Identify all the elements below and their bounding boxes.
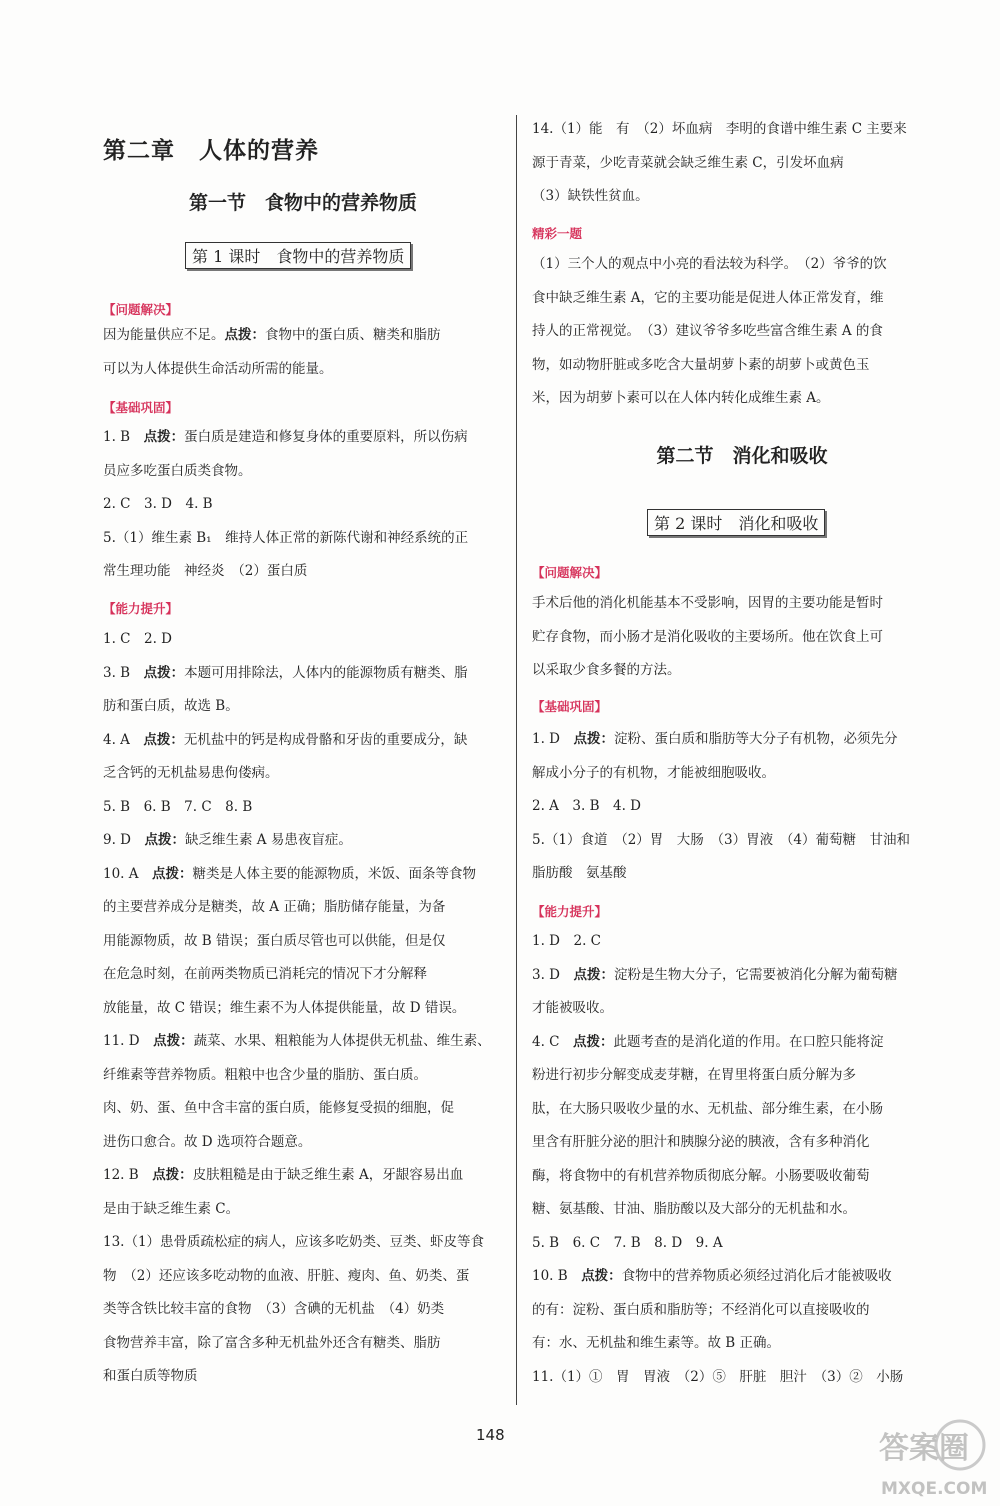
- text-line: [532, 966, 898, 983]
- line-text: 米，因为胡萝卜素可以在人体内转化成维生素 A。: [532, 390, 830, 406]
- line-text: 蛋白质是建造和修复身体的重要原料，所以伤病: [184, 429, 468, 445]
- text-line: [103, 462, 252, 479]
- line-text: 纤维素等营养物质。粗粮中也含少量的脂肪、蛋白质。: [103, 1066, 427, 1083]
- text-line: [103, 767, 279, 781]
- page-number: 148: [476, 1426, 505, 1444]
- item-number: 3. B: [103, 664, 144, 681]
- line-text: 里含有肝脏分泌的胆汁和胰腺分泌的胰液，含有多种消化: [532, 1134, 870, 1150]
- hint-label: 点拨：: [224, 327, 265, 343]
- line-text: 源于青菜，少吃青菜就会缺乏维生素 C，引发坏血病: [532, 154, 844, 171]
- line-text: 脂肪酸 氨基酸: [532, 865, 627, 881]
- line-text: 的主要营养成分是糖类，故 A 正确；脂肪储存能量，为备: [103, 899, 446, 915]
- text-line: [532, 1002, 613, 1016]
- text-line: [532, 325, 883, 339]
- text-line: [532, 1301, 870, 1318]
- line-text: 持人的正常视觉。 （3）建议爷爷多吃些富含维生素 A 的食: [532, 323, 883, 339]
- hint-label: 点拨：: [581, 1268, 622, 1284]
- item-number: 1. D: [532, 731, 574, 747]
- watermark-logo: [875, 1410, 990, 1502]
- text-line: [103, 1066, 427, 1083]
- text-line: [532, 867, 627, 881]
- text-line: [532, 1136, 870, 1150]
- text-line: [532, 154, 844, 171]
- text-line: [532, 392, 830, 406]
- line-text: 肪和蛋白质，故选 B。: [103, 698, 239, 714]
- line-text: 常生理功能 神经炎 （2）蛋白质: [103, 563, 308, 579]
- text-line: [103, 329, 441, 343]
- basic-tag: 【基础巩固】: [532, 699, 608, 714]
- line-text: （1）三个人的观点中小亮的看法较为科学。 （2）爷爷的饮: [532, 256, 887, 272]
- hint-label: 点拨：: [573, 731, 614, 747]
- text-line: [103, 1236, 484, 1250]
- line-text: 5.（1）食道 （2）胃 大肠 （3）胃液 （4）葡萄糖 甘油和: [532, 831, 910, 848]
- text-line: [103, 1102, 454, 1116]
- text-line: [532, 733, 898, 747]
- item-number: 1. B: [103, 429, 144, 445]
- line-text: 缺乏维生素 A 易患夜盲症。: [185, 832, 352, 848]
- line-text: 5. B 6. B 7. C 8. B: [103, 798, 253, 815]
- line-text: 食物营养丰富，除了富含多种无机盐外还含有糖类、脂肪: [103, 1334, 441, 1351]
- chapter-title: 第二章 人体的营养: [103, 137, 319, 164]
- text-line: [532, 628, 883, 645]
- line-text: 11.（1）① 胃 胃液 （2）⑤ 肝脏 胆汁 （3）② 小肠: [532, 1368, 904, 1385]
- line-text: 肽，在大肠只吸收少量的水、无机盐、部分维生素，在小肠: [532, 1100, 883, 1117]
- text-line: [532, 1069, 856, 1083]
- item-number: 4. A: [103, 731, 144, 748]
- text-line: [103, 565, 307, 579]
- text-line: [103, 798, 253, 815]
- line-text: 粉进行初步分解变成麦芽糖，在胃里将蛋白质分解为多: [532, 1067, 856, 1083]
- hint-label: 点拨：: [152, 865, 193, 882]
- line-text: 以采取少食多餐的方法。: [532, 662, 681, 678]
- line-text: 皮肤粗糙是由于缺乏维生素 A，牙龈容易出血: [192, 1167, 464, 1183]
- watermark-bottom: MXQE.COM: [881, 1479, 988, 1499]
- line-text: 糖类是人体主要的能源物质，米饭、面条等食物: [192, 865, 477, 882]
- text-line: [532, 258, 887, 272]
- hint-label: 点拨：: [153, 1033, 194, 1049]
- text-line: [103, 1303, 444, 1317]
- section-tag: 【问题解决】: [103, 302, 179, 317]
- line-text: 2. A 3. B 4. D: [532, 798, 642, 814]
- line-text: 本题可用排除法，人体内的能源物质有糖类、脂: [184, 664, 468, 681]
- item-number: 9. D: [103, 832, 145, 848]
- line-text: 物 （2）还应该多吃动物的血液、肝脏、瘦肉、鱼、奶类、蛋: [103, 1267, 470, 1284]
- text-line: [532, 764, 775, 781]
- lesson-title-2: 第 2 课时 消化和吸收: [647, 509, 825, 536]
- item-number: 4. C: [532, 1033, 574, 1050]
- section-tag: 【能力提升】: [103, 601, 179, 616]
- hint-label: 点拨：: [143, 429, 185, 445]
- hint-label: 点拨：: [143, 664, 185, 681]
- text-line: [103, 700, 239, 714]
- line-text: 在危急时刻，在前两类物质已消耗完的情况下才分解释: [103, 966, 427, 982]
- hint-label: 点拨：: [573, 966, 614, 983]
- text-line: [103, 901, 445, 915]
- line-text: 手术后他的消化机能基本不受影响，因胃的主要功能是暂时: [532, 595, 883, 611]
- line-text: 进伤口愈合。故 D 选项符合题意。: [103, 1133, 312, 1150]
- text-line: [532, 356, 870, 373]
- line-text: 2. C 3. D 4. B: [103, 496, 213, 512]
- line-text: 淀粉、蛋白质和脂肪等大分子有机物，必须先分: [614, 731, 898, 747]
- text-line: [103, 731, 468, 748]
- section-tag: 【基础巩固】: [103, 400, 179, 415]
- text-line: [532, 1203, 856, 1217]
- text-line: [532, 800, 641, 814]
- line-text: 乏含钙的无机盐易患佝偻病。: [103, 765, 279, 781]
- text-line: [103, 1267, 470, 1284]
- text-line: [532, 1033, 884, 1050]
- text-line: [103, 865, 477, 882]
- problem-tag: 【问题解决】: [532, 565, 608, 580]
- text-line: [532, 190, 649, 204]
- item-number: 10. B: [532, 1268, 582, 1284]
- section-title-2: 第二节 消化和吸收: [656, 445, 828, 467]
- hint-label: 点拨：: [152, 1167, 193, 1183]
- line-text: 贮存食物，而小肠才是消化吸收的主要场所。他在饮食上可: [532, 628, 883, 645]
- ability-tag: 【能力提升】: [532, 904, 608, 919]
- text-line: [532, 1368, 904, 1385]
- text-line: [103, 932, 446, 949]
- text-line: [532, 1167, 870, 1184]
- line-text: 1. C 2. D: [103, 631, 172, 647]
- item-number: 11. D: [103, 1033, 154, 1049]
- text-line: [103, 1334, 441, 1351]
- line-text: 糖、氨基酸、甘油、脂肪酸以及大部分的无机盐和水。: [532, 1201, 856, 1217]
- hint-label: 点拨：: [143, 731, 184, 748]
- text-line: [103, 360, 333, 377]
- line-text: 酶，将食物中的有机营养物质彻底分解。小肠要吸收葡萄: [532, 1167, 870, 1184]
- line-text: 14.（1）能 有 （2）坏血病 李明的食谱中维生素 C 主要来: [532, 121, 907, 137]
- text-line: [103, 1200, 240, 1217]
- line-text: 放能量，故 C 错误；维生素不为人体提供能量，故 D 错误。: [103, 999, 466, 1016]
- line-text: 5. B 6. C 7. B 8. D 9. A: [532, 1234, 723, 1251]
- text-line: [532, 1234, 723, 1251]
- line-text: 食中缺乏维生素 A，它的主要功能是促进人体正常发育，维: [532, 289, 884, 306]
- text-line: [103, 1133, 312, 1150]
- line-text: 食物中的营养物质必须经过消化后才能被吸收: [621, 1268, 892, 1284]
- line-text: 类等含铁比较丰富的食物 （3）含碘的无机盐 （4）奶类: [103, 1301, 445, 1317]
- text-line: [532, 1270, 892, 1284]
- text-line: [103, 834, 352, 848]
- text-line: [532, 123, 907, 137]
- hint-label: 点拨：: [573, 1033, 614, 1050]
- line-text: 和蛋白质等物质: [103, 1368, 198, 1384]
- line-text: 可以为人体提供生命活动所需的能量。: [103, 360, 333, 377]
- text-line: [103, 498, 213, 512]
- item-number: 因为能量供应不足。: [103, 327, 225, 343]
- text-line: [103, 1035, 491, 1049]
- text-line: [103, 633, 172, 647]
- column-divider: [516, 115, 517, 1405]
- text-line: [103, 664, 468, 681]
- line-text: 是由于缺乏维生素 C。: [103, 1200, 240, 1217]
- item-number: 3. D: [532, 966, 574, 983]
- line-text: 食物中的蛋白质、糖类和脂肪: [265, 327, 441, 343]
- hint-label: 点拨：: [144, 832, 185, 848]
- line-text: 5.（1）维生素 B₁ 维持人体正常的新陈代谢和神经系统的正: [103, 529, 469, 546]
- line-text: 解成小分子的有机物，才能被细胞吸收。: [532, 764, 775, 781]
- line-text: 无机盐中的钙是构成骨骼和牙齿的重要成分，缺: [183, 731, 468, 748]
- text-line: [532, 831, 910, 848]
- text-line: [532, 289, 884, 306]
- text-line: [532, 597, 883, 611]
- line-text: 13.（1）患骨质疏松症的病人，应该多吃奶类、豆类、虾皮等食: [103, 1234, 485, 1250]
- watermark-top: 答案圈: [879, 1431, 969, 1466]
- text-line: [532, 1337, 780, 1351]
- line-text: 肉、奶、蛋、鱼中含丰富的蛋白质，能修复受损的细胞，促: [103, 1100, 454, 1116]
- text-line: [103, 1370, 198, 1384]
- text-line: [103, 999, 466, 1016]
- text-line: [103, 1169, 463, 1183]
- line-text: 1. D 2. C: [532, 933, 601, 949]
- line-text: 淀粉是生物大分子，它需要被消化分解为葡萄糖: [614, 966, 898, 983]
- line-text: 的有：淀粉、蛋白质和脂肪等；不经消化可以直接吸收的: [532, 1301, 870, 1318]
- lesson-title: 第 1 课时 食物中的营养物质: [185, 242, 411, 269]
- section-title: 第一节 食物中的营养物质: [188, 192, 417, 214]
- line-text: 此题考查的是消化道的作用。在口腔只能将淀: [613, 1033, 884, 1050]
- item-number: 10. A: [103, 865, 153, 882]
- line-text: 才能被吸收。: [532, 1000, 613, 1016]
- text-line: [532, 1100, 883, 1117]
- line-text: （3）缺铁性贫血。: [532, 188, 649, 204]
- line-text: 员应多吃蛋白质类食物。: [103, 462, 252, 479]
- highlight-tag: 精彩一题: [532, 226, 583, 241]
- text-line: [103, 529, 469, 546]
- text-line: [103, 968, 427, 982]
- line-text: 用能源物质，故 B 错误；蛋白质尽管也可以供能，但是仅: [103, 932, 446, 949]
- item-number: 12. B: [103, 1167, 153, 1183]
- line-text: 蔬菜、水果、粗粮能为人体提供无机盐、维生素、: [193, 1033, 491, 1049]
- line-text: 物，如动物肝脏或多吃含大量胡萝卜素的胡萝卜或黄色玉: [532, 356, 870, 373]
- text-line: [532, 935, 601, 949]
- text-line: [532, 664, 681, 678]
- text-line: [103, 431, 468, 445]
- line-text: 有：水、无机盐和维生素等。故 B 正确。: [532, 1335, 781, 1351]
